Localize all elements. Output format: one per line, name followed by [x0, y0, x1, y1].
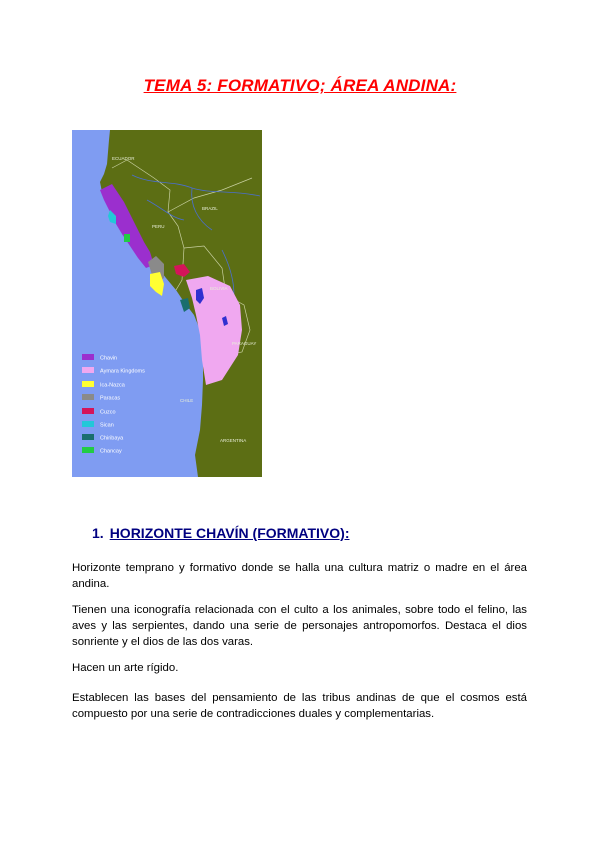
section-heading-text: HORIZONTE CHAVÍN (FORMATIVO):: [109, 525, 350, 541]
paragraph-art: Hacen un arte rígido.: [72, 662, 179, 674]
legend-label-cuzco: Cuzco: [100, 409, 116, 416]
legend-swatch-sican: [82, 421, 94, 427]
legend-label-chancay: Chancay: [100, 448, 122, 455]
legend-label-chiribaya: Chiribaya: [100, 435, 124, 442]
section-number: 1.: [92, 525, 104, 541]
paragraph-cosmos: Establecen las bases del pensamiento de las tribus andinas de que el cosmos está compuesto por una serie de contradicciones duales y complementarias.: [72, 692, 527, 720]
map-label-chile: CHILE: [180, 398, 194, 403]
paragraph-iconography: Tienen una iconografía relacionada con el culto a los animales, sobre todo el felino, las aves y las serpientes, dando una serie de personajes antropomorfos. Destaca el dios sonriente y el dios de las dos varas.: [72, 604, 527, 648]
legend-swatch-paracas: [82, 394, 94, 400]
legend-swatch-chiribaya: [82, 434, 94, 440]
legend-label-chavin: Chavin: [100, 355, 118, 362]
region-chancay: [124, 234, 130, 242]
legend-swatch-chavin: [82, 354, 94, 360]
legend-swatch-chancay: [82, 447, 94, 453]
legend-label-sican: Sican: [100, 422, 114, 429]
map-label-peru: PERU: [152, 224, 165, 229]
map-label-paraguay: PARAGUAY: [232, 341, 257, 346]
map-graphic: [72, 130, 262, 477]
legend-label-aymara: Aymara Kingdoms: [100, 368, 145, 375]
paragraph-intro: Horizonte temprano y formativo donde se halla una cultura matriz o madre en el área andina.: [72, 562, 527, 590]
section-heading: [92, 525, 349, 541]
legend-label-paracas: Paracas: [100, 395, 121, 402]
document-title: TEMA 5: FORMATIVO; ÁREA ANDINA:: [143, 76, 457, 95]
legend-swatch-ica-nazca: [82, 381, 94, 387]
map-label-ecuador: ECUADOR: [112, 156, 135, 161]
map-label-argentina: ARGENTINA: [220, 438, 247, 443]
andean-cultures-map: [72, 130, 262, 477]
legend-swatch-cuzco: [82, 408, 94, 414]
map-label-brazil: BRAZIL: [202, 206, 218, 211]
legend-swatch-aymara: [82, 367, 94, 373]
legend-label-ica-nazca: Ica-Nazca: [100, 382, 125, 389]
map-label-bolivia: BOLIVIA: [210, 286, 228, 291]
